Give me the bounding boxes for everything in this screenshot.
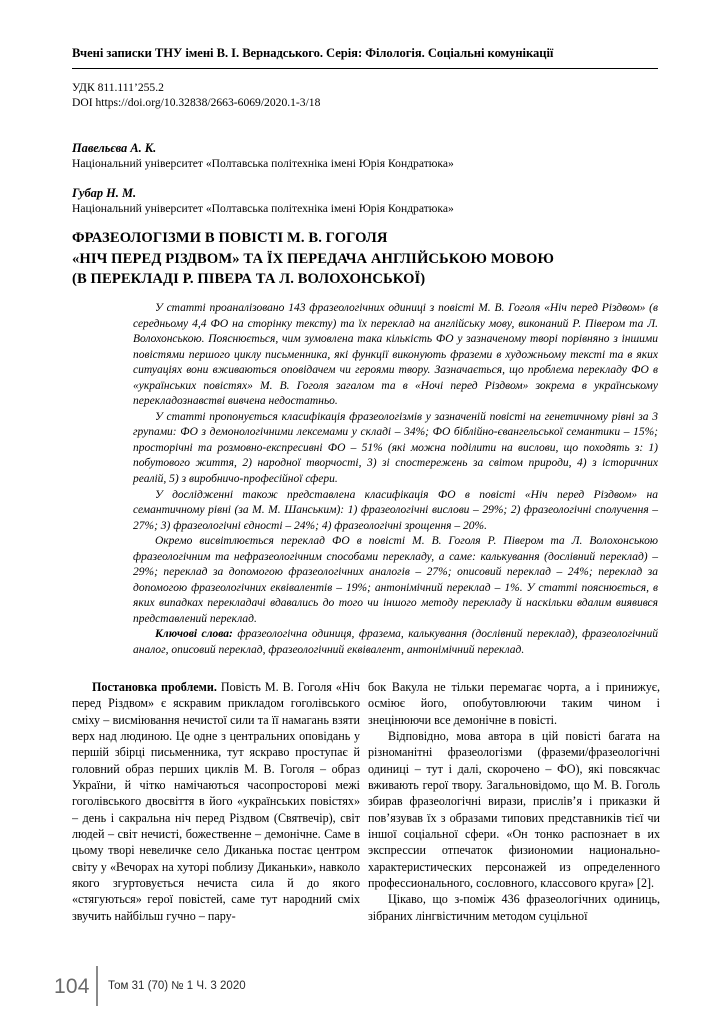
section-lead-in: Постановка проблеми.: [92, 680, 217, 694]
identifiers-block: [72, 80, 658, 111]
keywords-label: Ключові слова:: [155, 628, 233, 641]
article-title-line-1: ФРАЗЕОЛОГІЗМИ В ПОВІСТІ М. В. ГОГОЛЯ: [72, 230, 388, 246]
author-name: Павельєва А. К.: [72, 141, 157, 155]
keywords-list: фразеологічна одиниця, фразема, калькування (дослівний переклад), фразеологічний аналог, описовий переклад, фразеологічний еквівалент, антонімічний переклад.: [133, 628, 658, 657]
body-paragraph: [72, 679, 360, 924]
volume-info: Том 31 (70) № 1 Ч. 3 2020: [108, 980, 246, 992]
authors-block: [72, 140, 658, 230]
abstract-paragraph: Окремо висвітлюється переклад ФО в повісті М. В. Гоголя Р. Півером та Л. Волохонською фразеологічним та нефразеологічним способами перекладу, а саме: калькування (дослівний переклад) – 29%; переклад за допомогою фразеологічних аналогів – 27%; описовий переклад – 24%; переклад за допомогою фразеологічних еквівалентів – 19%; антонімічний переклад – 1%. У статті пояснюється, в яких випадках перекладачі вдавались до того чи іншого методу перекладу й наскільки вдалим виявився представлений переклад.: [133, 535, 658, 625]
author-entry: [72, 140, 658, 172]
abstract-paragraph: У статті пропонується класифікація фразеологізмів у зазначеній повісті на генетичному рівні за 3 групами: ФО з демонологічними лексемами у складі – 34%; ФО біблійно-євангельської семантики – 15%; просторічні та розмовно-експресивні ФО – 51% (які можна поділити на вислови, що походять з: 1) побутового життя, 2) народної творчості, 3) зі спостережень за світом природи, 4) з історичних реалій, 5) з виробничо-професійної сфери.: [133, 410, 658, 486]
abstract: [133, 301, 658, 659]
header-divider: [72, 68, 658, 69]
body-paragraph: Відповідно, мова автора в цій повісті багата на різноманітні фразеологізми (фраземи/фразеологічні одиниці – тут і далі, скорочено – ФО), які повсякчас вживають герої твору. Загальновідомо, що М. В. Гоголь збирав фразеологічні вирази, прислів’я і приказки й пов’язував їх з образами типових представників тієї чи іншої соціальної сфери. «Он тонко распознает в их экспрессии отпечаток физиономии национально-характеристических персонажей из определенного профессионального, сословного, классового круга» [2].: [368, 729, 660, 891]
article-title: [72, 228, 672, 290]
abstract-paragraph: У статті проаналізовано 143 фразеологічних одиниці з повісті М. В. Гоголя «Ніч перед Різдвом» (в середньому 4,4 ФО на сторінку тексту) та їх переклад на англійську мову, виконаний Р. Півером та Л. Волохонською. Пояснюється, чим зумовлена така кількість ФО у зазначеному творі порівняно з іншими повістями першого циклу письменника, які функції виконують фраземи в художньому тексті та в яких ситуаціях вони вживаються оповідачем чи героями твору. Зазначається, що проблема перекладу ФО в «українських повістях» М. В. Гоголя загалом та в «Ночі перед Різдвом» зокрема в українському перекладознавстві вивчена недостатньо.: [133, 302, 658, 408]
doi-line[interactable]: DOI https://doi.org/10.32838/2663-6069/2020.1-3/18: [72, 96, 321, 110]
running-head: Вчені записки ТНУ імені В. І. Вернадського. Серія: Філологія. Соціальні комунікації: [72, 46, 554, 60]
body-column-left: [72, 679, 360, 954]
udc-code: УДК 811.111’255.2: [72, 81, 164, 94]
body-paragraph: бок Вакула не тільки перемагає чорта, а і принижує, осміює його, опобутовлюючи таким чином і знецінюючи все демонічне в повісті.: [368, 680, 660, 727]
article-title-line-3: (В ПЕРЕКЛАДІ Р. ПІВЕРА ТА Л. ВОЛОХОНСЬКОЇ): [72, 271, 426, 288]
page-number: 104: [54, 975, 90, 998]
keywords-paragraph: [133, 627, 658, 658]
abstract-paragraph: У дослідженні також представлена класифікація ФО в повісті «Ніч перед Різдвом» на семантичному рівні (за М. М. Шанським): 1) фразеологічні вислови – 29%; 2) фразеологічні сполучення – 27%; 3) фразеологічні єдності – 24%; 4) фразеологічні зрощення – 20%.: [133, 488, 658, 532]
author-entry: [72, 185, 658, 217]
body-paragraph: Цікаво, що з-поміж 436 фразеологічних одиниць, зібраних лінгвістичним методом суцільної: [368, 892, 660, 923]
footer-divider: [96, 966, 98, 1006]
body-column-right: [368, 679, 660, 954]
article-title-line-2: «НІЧ ПЕРЕД РІЗДВОМ» ТА ЇХ ПЕРЕДАЧА АНГЛІЙСЬКОЮ МОВОЮ: [72, 250, 554, 267]
author-affiliation: Національний університет «Полтавська політехніка імені Юрія Кондратюка»: [72, 202, 454, 215]
author-name: Губар Н. М.: [72, 186, 137, 200]
author-affiliation: Національний університет «Полтавська політехніка імені Юрія Кондратюка»: [72, 157, 454, 170]
body-paragraph-text: Повість М. В. Гоголя «Ніч перед Різдвом» є яскравим прикладом гоголівського сміху – висміювання нечистої сили та її намагань взяти верх над людиною. Це одне з центральних оповідань у першій збірці письменника, тут яскраво проступає й головний образ перших циклів М. В. Гоголя – образ України, й чітко намічаються часопросторові межі гоголівського двосвіття в його «українських повістях» – день і сакральна ніч перед Різдвом (Святвечір), світ людей – світ нечисті, божественне – демонічне. Саме в цьому творі невеличке село Диканька постає центром світу у «Вечорах на хуторі поблизу Диканьки», навколо якого згуртовується нечиста сила й до якого «стягуються» герої повістей, саме тут народний сміх звучить найбільш гучно – пару-: [72, 680, 360, 923]
